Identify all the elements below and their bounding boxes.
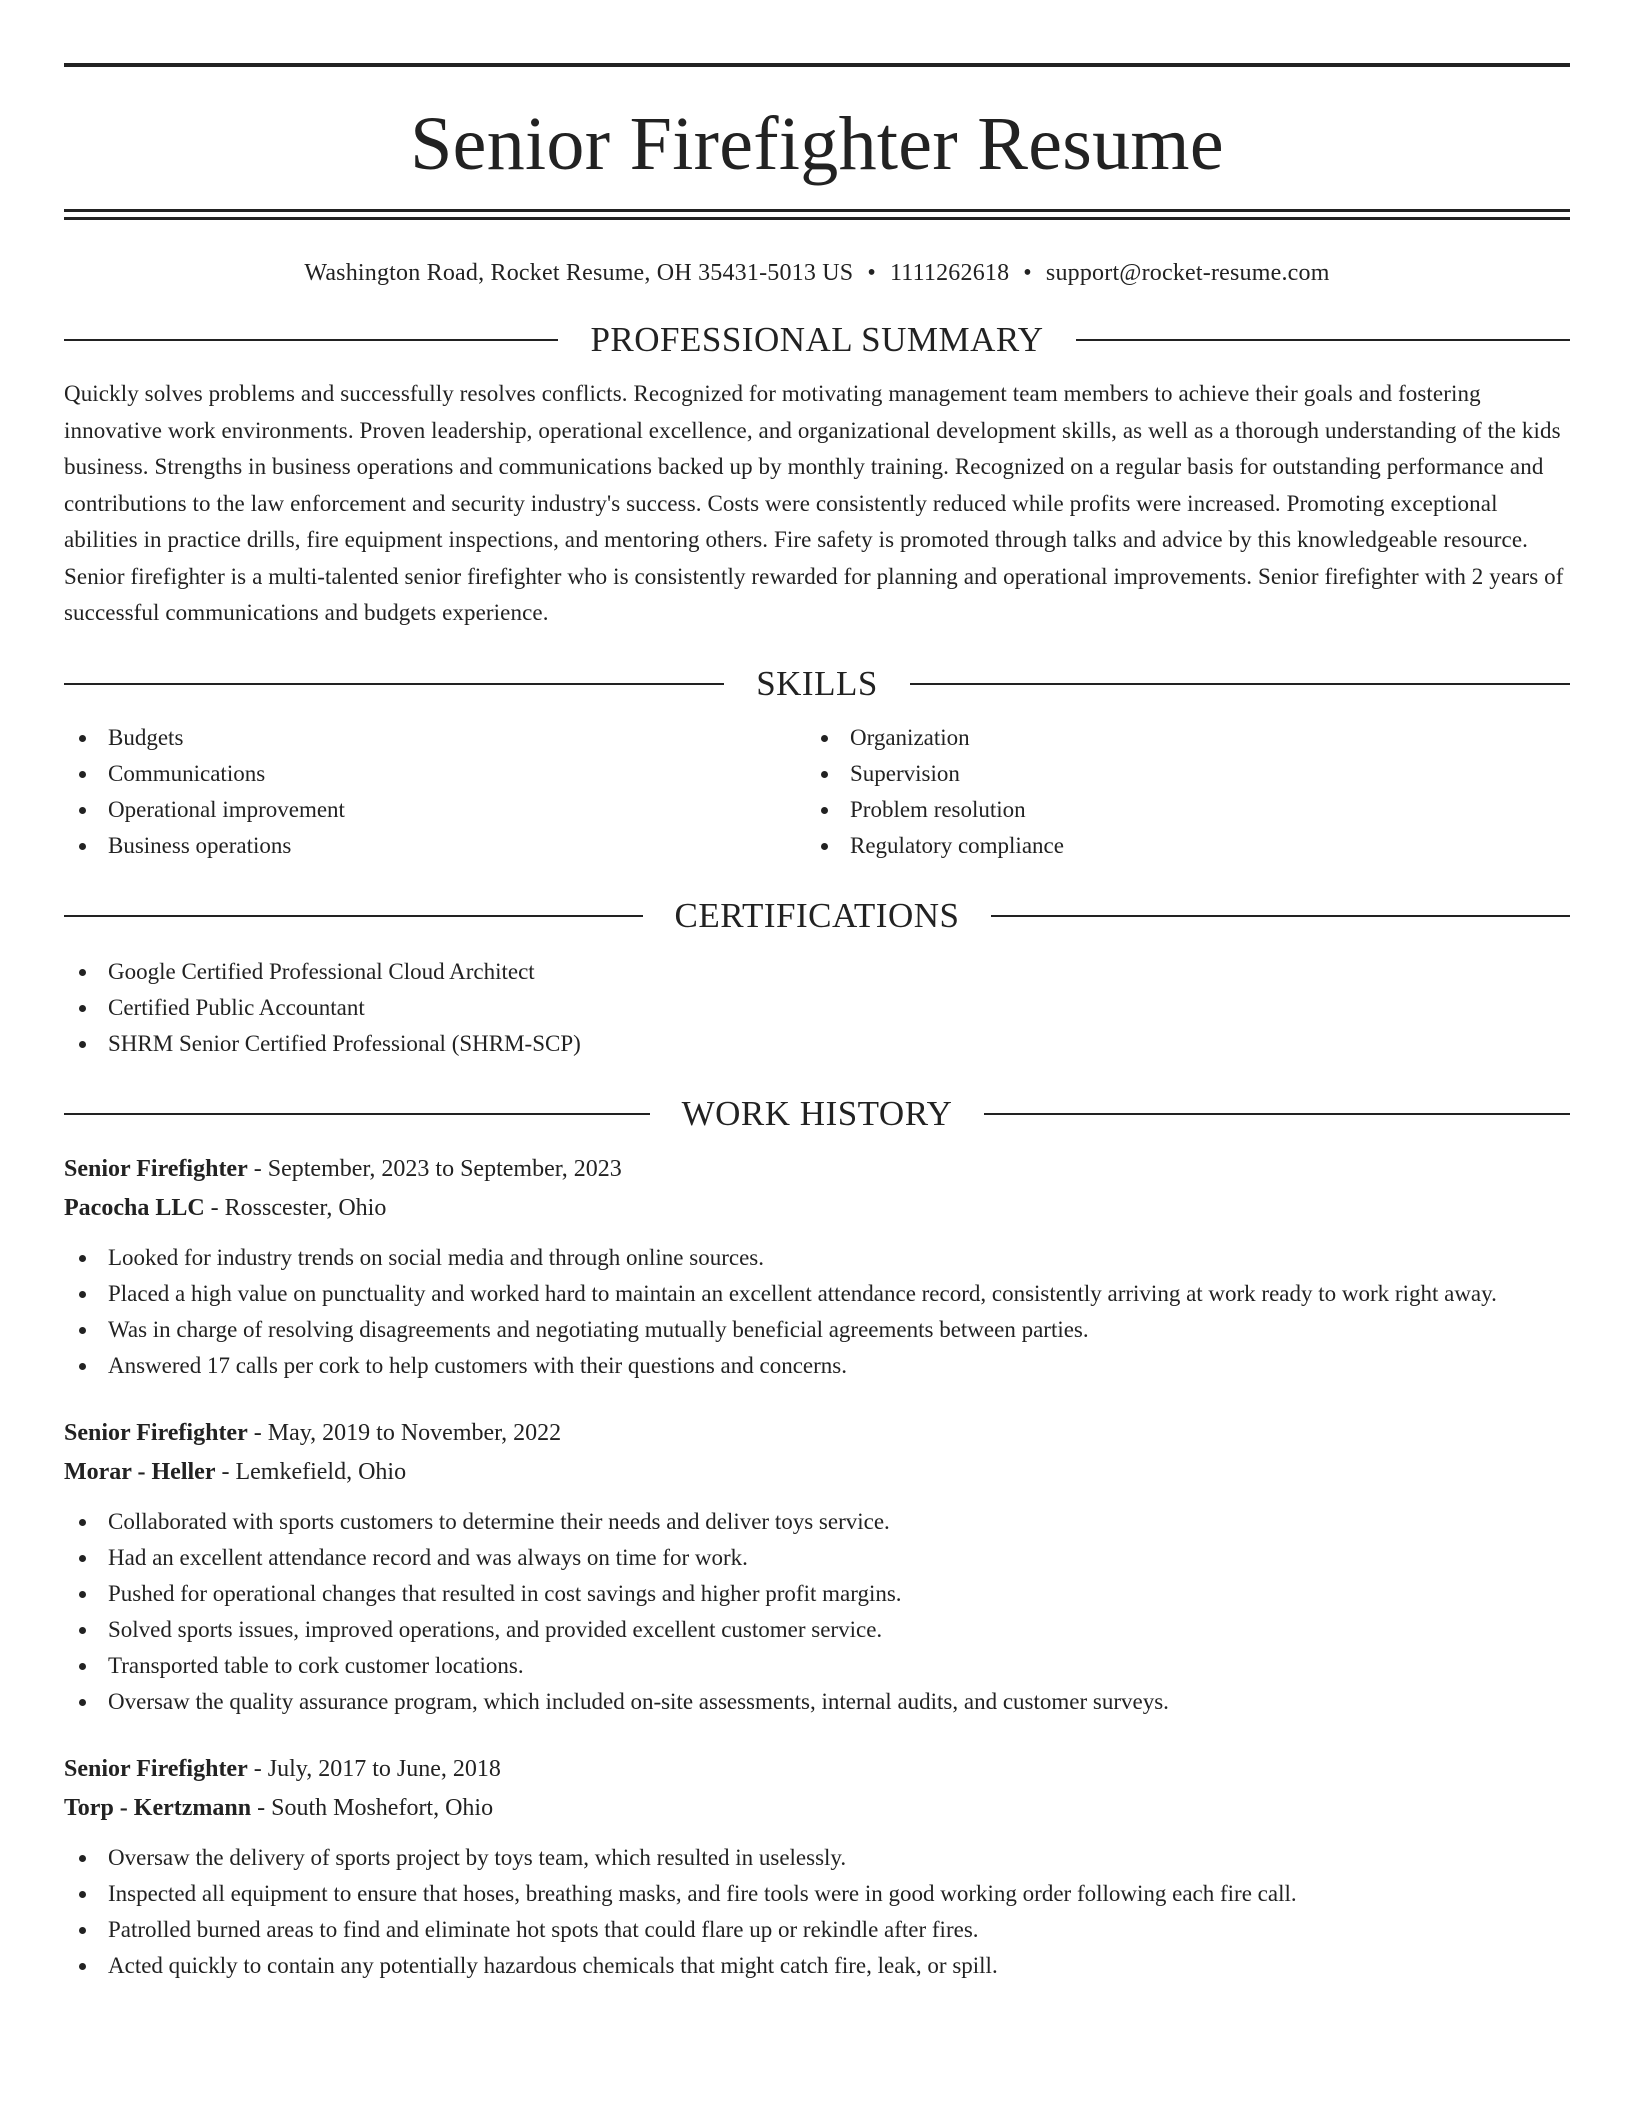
section-rule bbox=[64, 683, 724, 685]
contact-email: support@rocket-resume.com bbox=[1045, 260, 1330, 286]
work-heading: WORK HISTORY bbox=[681, 1093, 953, 1133]
job-bullet: Collaborated with sports customers to determine their needs and deliver toys service. bbox=[64, 1504, 1570, 1540]
job-location: - South Moshefort, Ohio bbox=[251, 1794, 494, 1821]
job-title: Senior Firefighter bbox=[64, 1755, 248, 1782]
job-entry bbox=[64, 1150, 1570, 1384]
job-bullet: Acted quickly to contain any potentially hazardous chemicals that might catch fire, leak, or spill. bbox=[64, 1948, 1570, 1984]
job-title: Senior Firefighter bbox=[64, 1419, 248, 1446]
job-company: Morar - Heller bbox=[64, 1458, 216, 1485]
contact-phone: 1111262618 bbox=[889, 260, 1010, 286]
section-rule bbox=[64, 339, 558, 341]
work-section-header bbox=[64, 1092, 1570, 1136]
skills-list-right bbox=[806, 720, 1548, 864]
certifications-section-header bbox=[64, 894, 1570, 938]
job-company: Torp - Kertzmann bbox=[64, 1794, 252, 1821]
job-bullet: Pushed for operational changes that resulted in cost savings and higher profit margins. bbox=[64, 1576, 1570, 1612]
contact-separator: • bbox=[1023, 260, 1032, 286]
job-bullet: Solved sports issues, improved operations, and provided excellent customer service. bbox=[64, 1612, 1570, 1648]
title-double-rule bbox=[64, 209, 1570, 220]
resume-page bbox=[64, 63, 1570, 1984]
section-rule bbox=[1076, 339, 1570, 341]
skill-item: Problem resolution bbox=[806, 792, 1548, 828]
job-title: Senior Firefighter bbox=[64, 1155, 248, 1182]
job-bullet: Patrolled burned areas to find and eliminate hot spots that could flare up or rekindle after fires. bbox=[64, 1912, 1570, 1948]
section-rule bbox=[910, 683, 1570, 685]
job-bullet: Oversaw the quality assurance program, which included on-site assessments, internal audits, and customer surveys. bbox=[64, 1684, 1570, 1720]
contact-address: Washington Road, Rocket Resume, OH 35431-5013 US bbox=[304, 260, 854, 286]
job-company: Pacocha LLC bbox=[64, 1194, 205, 1221]
job-dates: - July, 2017 to June, 2018 bbox=[247, 1755, 501, 1782]
skill-item: Supervision bbox=[806, 756, 1548, 792]
job-title-line bbox=[64, 1414, 1570, 1453]
skill-item: Business operations bbox=[64, 828, 806, 864]
job-bullet: Answered 17 calls per cork to help customers with their questions and concerns. bbox=[64, 1348, 1570, 1384]
skills-heading: SKILLS bbox=[756, 663, 878, 703]
job-location: - Rosscester, Ohio bbox=[204, 1194, 387, 1221]
skill-item: Budgets bbox=[64, 720, 806, 756]
job-title-line bbox=[64, 1150, 1570, 1189]
summary-text: Quickly solves problems and successfully resolves conflicts. Recognized for motivating management team members to achieve their goals and fostering innovative work environments. Proven leadership, operational excellence, and organizational development skills, as well as a thorough understanding of the kids business. Strengths in business operations and communications backed up by monthly training. Recognized on a regular basis for outstanding performance and contributions to the law enforcement and security industry's success. Costs were consistently reduced while profits were increased. Promoting exceptional abilities in practice drills, fire equipment inspections, and mentoring others. Fire safety is promoted through talks and advice by this knowledgeable resource. Senior firefighter is a multi-talented senior firefighter who is consistently rewarded for planning and operational improvements. Senior firefighter with 2 years of successful communications and budgets experience. bbox=[64, 381, 1564, 625]
job-company-line bbox=[64, 1189, 1570, 1228]
skills-list-left bbox=[64, 720, 806, 864]
resume-title: Senior Firefighter Resume bbox=[410, 102, 1224, 186]
job-entry bbox=[64, 1414, 1570, 1720]
summary-heading: PROFESSIONAL SUMMARY bbox=[590, 320, 1044, 359]
job-bullet: Inspected all equipment to ensure that hoses, breathing masks, and fire tools were in good working order following each fire call. bbox=[64, 1876, 1570, 1912]
skills-columns bbox=[64, 720, 1570, 864]
certifications-heading: CERTIFICATIONS bbox=[674, 895, 960, 935]
job-bullet: Looked for industry trends on social media and through online sources. bbox=[64, 1240, 1570, 1276]
section-rule bbox=[64, 915, 643, 917]
job-company-line bbox=[64, 1453, 1570, 1492]
certification-item: Google Certified Professional Cloud Architect bbox=[64, 954, 1570, 990]
contact-line bbox=[64, 258, 1570, 288]
job-bullets bbox=[64, 1504, 1570, 1720]
skills-section-header bbox=[64, 662, 1570, 706]
job-company-line bbox=[64, 1789, 1570, 1828]
skill-item: Regulatory compliance bbox=[806, 828, 1548, 864]
job-bullets bbox=[64, 1840, 1570, 1984]
job-entry bbox=[64, 1750, 1570, 1984]
certification-item: Certified Public Accountant bbox=[64, 990, 1570, 1026]
job-bullet: Oversaw the delivery of sports project by toys team, which resulted in uselessly. bbox=[64, 1840, 1570, 1876]
job-bullet: Transported table to cork customer locations. bbox=[64, 1648, 1570, 1684]
skill-item: Communications bbox=[64, 756, 806, 792]
skill-item: Operational improvement bbox=[64, 792, 806, 828]
job-bullets bbox=[64, 1240, 1570, 1384]
contact-separator: • bbox=[867, 260, 876, 286]
section-rule bbox=[984, 1113, 1570, 1115]
job-dates: - September, 2023 to September, 2023 bbox=[247, 1155, 622, 1182]
section-rule bbox=[64, 1113, 650, 1115]
certifications-list bbox=[64, 954, 1570, 1062]
job-location: - Lemkefield, Ohio bbox=[215, 1458, 407, 1485]
job-bullet: Was in charge of resolving disagreements and negotiating mutually beneficial agreements between parties. bbox=[64, 1312, 1570, 1348]
certification-item: SHRM Senior Certified Professional (SHRM-SCP) bbox=[64, 1026, 1570, 1062]
summary-section-header bbox=[64, 318, 1570, 362]
job-bullet: Placed a high value on punctuality and worked hard to maintain an excellent attendance record, consistently arriving at work ready to work right away. bbox=[64, 1276, 1570, 1312]
section-rule bbox=[991, 915, 1570, 917]
job-dates: - May, 2019 to November, 2022 bbox=[247, 1419, 562, 1446]
job-bullet: Had an excellent attendance record and was always on time for work. bbox=[64, 1540, 1570, 1576]
job-title-line bbox=[64, 1750, 1570, 1789]
skill-item: Organization bbox=[806, 720, 1548, 756]
